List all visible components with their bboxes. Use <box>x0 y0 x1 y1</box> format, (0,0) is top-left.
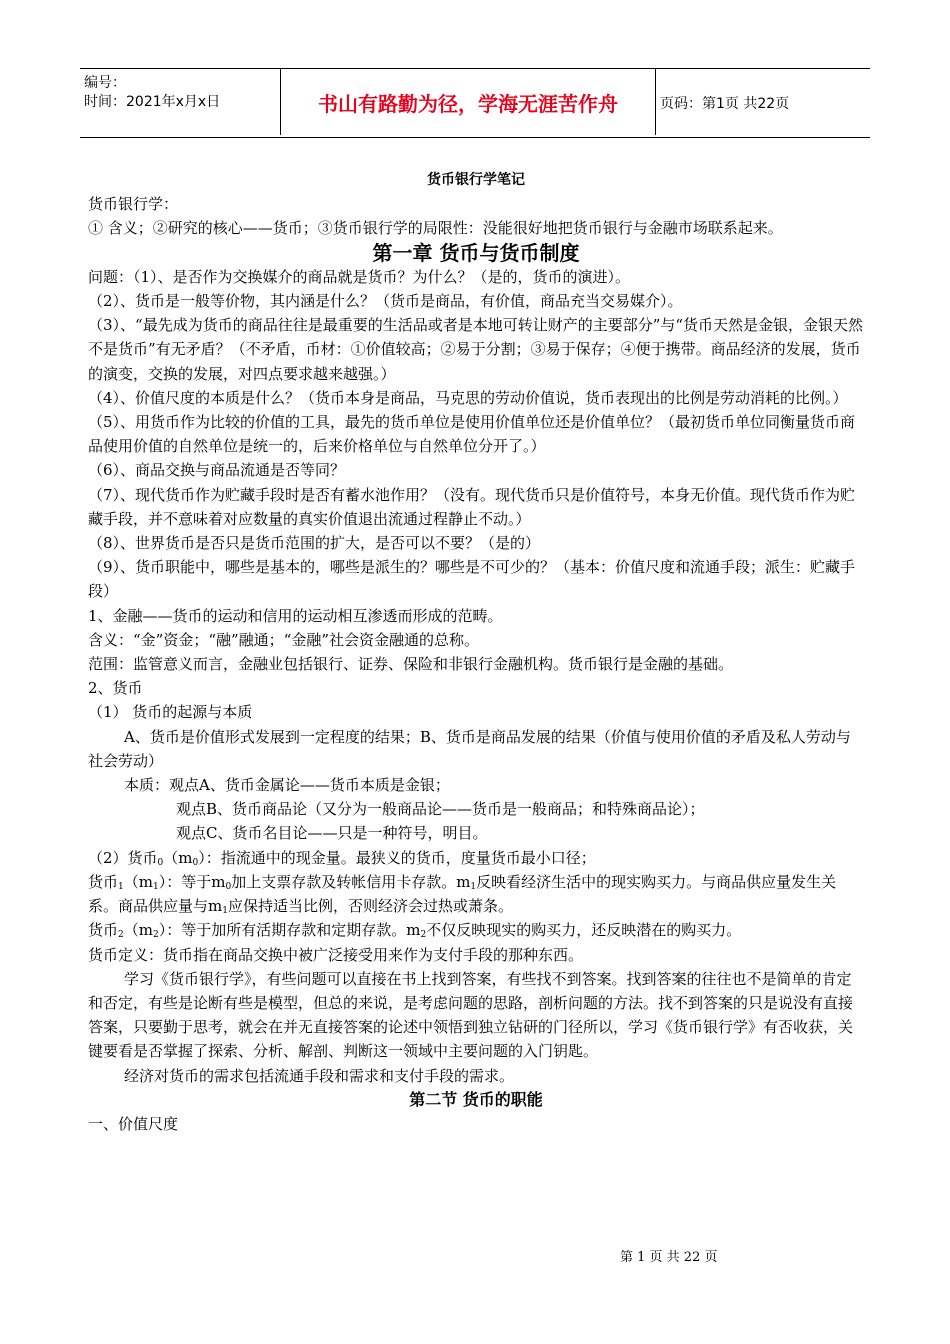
m1-definition <box>88 870 864 918</box>
m1-sub-3: 0 <box>225 881 232 892</box>
m1-text-f: 应保持适当比例，否则经济会过热或萧条。 <box>227 897 513 916</box>
m1-text-b: （m <box>123 872 153 891</box>
question-4: （4）、价值尺度的本质是什么？（货币本身是商品，马克思的劳动价值说，货币表现出的比例是劳动消耗的比例。） <box>88 388 848 407</box>
m1-sub-5: 1 <box>222 906 228 917</box>
question-7: （7）、现代货币作为贮藏手段时是否有蓄水池作用？（没有。现代货币只是价值符号，本身无价值。现代货币作为贮藏手段，并不意味着对应数量的真实价值退出流通过程静止不动。） <box>88 485 856 528</box>
question-8: （8）、世界货币是否只是货币范围的扩大，是否可以不要？（是的） <box>88 534 541 553</box>
m0-sub: 0 <box>157 857 164 868</box>
essence-b: 观点B、货币商品论（又分为一般商品论——货币是一般商品；和特殊商品论）； <box>176 800 705 819</box>
finance-scope: 范围：监管意义而言，金融业包括银行、证券、保险和非银行金融机构。货币银行是金融的基础。 <box>88 655 734 674</box>
header-motto: 书山有路勤为径，学海无涯苦作舟 <box>280 69 656 135</box>
essence-c: 观点C、货币名目论——只是一种符号，明目。 <box>176 824 488 843</box>
m0-text-b: （m <box>163 848 193 867</box>
m2-text-b: （m <box>123 921 153 940</box>
date-label: 时间：2021年x月x日 <box>84 94 221 110</box>
origin-heading: （1） 货币的起源与本质 <box>88 703 253 722</box>
question-9: （9）、货币职能中，哪些是基本的，哪些是派生的？哪些是不可少的？（基本：价值尺度和流通手段；派生：贮藏手段） <box>88 558 856 601</box>
m2-text-c: ）：等于加所有活期存款和定期存款。m <box>158 921 421 940</box>
page-footer: 第 1 页 共 22 页 <box>620 1250 718 1265</box>
finance-definition: 1、金融——货币的运动和信用的运动相互渗透而形成的范畴。 <box>88 606 503 625</box>
essence-a: 本质：观点A、货币金属论——货币本质是金银； <box>124 776 450 795</box>
value-measure-heading: 一、价值尺度 <box>88 1114 179 1133</box>
section-title: 第二节 货币的职能 <box>409 1089 543 1109</box>
question-2: （2）、货币是一般等价物，其内涵是什么？（货币是商品，有价值，商品充当交易媒介）。 <box>88 292 683 311</box>
m0-sub-2: 0 <box>192 857 199 868</box>
header-meta <box>80 69 278 137</box>
demand-paragraph: 经济对货币的需求包括流通手段和需求和支付手段的需求。 <box>124 1066 515 1085</box>
page-header <box>80 68 870 138</box>
m2-sub: 2 <box>118 930 124 941</box>
m2-sub-2: 2 <box>152 930 159 941</box>
document-body <box>88 168 864 1136</box>
m0-definition <box>88 846 864 870</box>
money-heading: 2、货币 <box>88 679 143 698</box>
m1-sub-4: 1 <box>470 881 477 892</box>
number-label: 编号： <box>84 75 126 91</box>
question-5: （5）、用货币作为比较的价值的工具，最先的货币单位是使用价值单位还是价值单位？（最初货币单位同衡量货币商品使用价值的自然单位是统一的，后来价格单位与自然单位分开了。） <box>88 413 856 456</box>
doc-title: 货币银行学笔记 <box>427 172 525 188</box>
m0-text-c: ）：指流通中的现金量。最狭义的货币，度量货币最小口径； <box>198 848 596 867</box>
question-3: （3）、“最先成为货币的商品往往是最重要的生活品或者是本地可转让财产的主要部分”与“货币天然是金银，金银天然不是货币”有无矛盾？（不矛盾，币材：①价值较高；②易于分割；③易于保存；④便于携带。商品经济的发展，货币的演变，交换的发展，对四点要求越来越强。） <box>88 316 864 383</box>
m2-definition <box>88 918 864 942</box>
money-definition: 货币定义：货币指在商品交换中被广泛接受用来作为支付手段的那种东西。 <box>88 945 584 964</box>
study-paragraph: 学习《货币银行学》，有些问题可以直接在书上找到答案，有些找不到答案。找到答案的往往也不是简单的肯定和否定，有些是论断有些是模型，但总的来说，是考虑问题的思路，剖析问题的方法。找不到答案的只是说没有直接答案，只要勤于思考，就会在并无直接答案的论述中领悟到独立钻研的门径所以，学习《货币银行学》有否收获，关键要看是否掌握了探索、分析、解剖、判断这一领域中主要问题的入门钥匙。 <box>88 969 854 1061</box>
m2-text-d: 不仅反映现实的购买力，还反映潜在的购买力。 <box>426 921 742 940</box>
m1-sub: 1 <box>118 881 124 892</box>
origin-ab: A、货币是价值形式发展到一定程度的结果；B、货币是商品发展的结果（价值与使用价值的矛盾及私人劳动与社会劳动） <box>88 727 851 770</box>
m1-text-e: 反映看经济生活中的现实购买力。与商品供应量发生关系。商品供应量与m <box>88 872 837 916</box>
header-page-info: 页码：第1页 共22页 <box>660 96 790 112</box>
m1-sub-2: 1 <box>152 881 159 892</box>
chapter-title: 第一章 货币与货币制度 <box>372 240 580 265</box>
intro-line: ① 含义；②研究的核心——货币；③货币银行学的局限性：没能很好地把货币银行与金融市场联系起来。 <box>88 219 783 238</box>
m1-text-c: ）：等于m <box>158 872 226 891</box>
question-1: 问题：（1）、是否作为交换媒介的商品就是货币？为什么？（是的，货币的演进）。 <box>88 267 631 286</box>
intro-label: 货币银行学： <box>88 195 179 214</box>
m2-sub-3: 2 <box>420 930 427 941</box>
finance-meaning: 含义：“金”资金；“融”融通；“金融”社会资金融通的总称。 <box>88 630 480 649</box>
m0-text-a: （2）货币 <box>88 848 158 867</box>
question-6: （6）、商品交换与商品流通是否等同？ <box>88 461 346 480</box>
m2-text-a: 货币 <box>88 921 119 940</box>
m1-text-a: 货币 <box>88 872 119 891</box>
m1-text-d: 加上支票存款及转帐信用卡存款。m <box>231 872 471 891</box>
